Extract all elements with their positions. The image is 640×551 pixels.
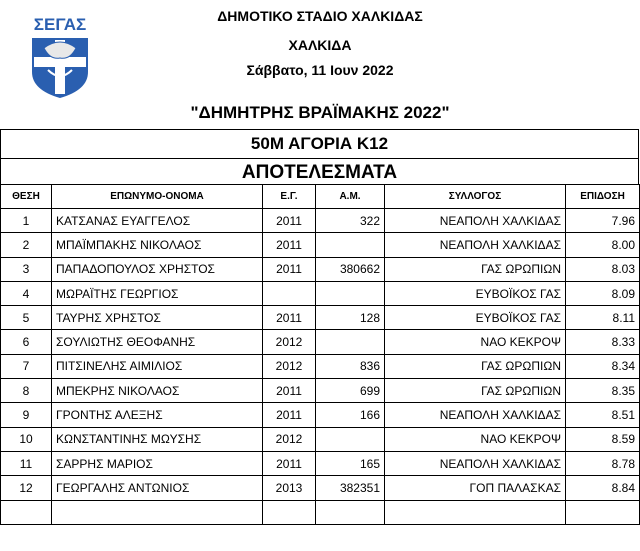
cell-mark: 8.34	[566, 354, 640, 378]
cell-position: 5	[1, 306, 52, 330]
cell-empty	[263, 500, 316, 524]
table-row	[1, 257, 640, 281]
cell-registration-number: 128	[316, 306, 385, 330]
cell-birth-year: 2012	[263, 330, 316, 354]
table-row	[1, 427, 640, 451]
table-row	[1, 476, 640, 500]
col-header-birth-year: Ε.Γ.	[263, 185, 316, 209]
cell-athlete-name: ΣΟΥΛΙΩΤΗΣ ΘΕΟΦΑΝΗΣ	[52, 330, 263, 354]
col-header-name: ΕΠΩΝΥΜΟ-ΟΝΟΜΑ	[52, 185, 263, 209]
cell-registration-number: 166	[316, 403, 385, 427]
cell-club: ΝΕΑΠΟΛΗ ΧΑΛΚΙΔΑΣ	[385, 209, 566, 233]
cell-club: ΝΕΑΠΟΛΗ ΧΑΛΚΙΔΑΣ	[385, 233, 566, 257]
event-title: 50Μ ΑΓΟΡΙΑ Κ12	[0, 129, 639, 159]
document-header	[0, 0, 640, 96]
cell-position: 9	[1, 403, 52, 427]
cell-birth-year: 2011	[263, 257, 316, 281]
cell-mark: 8.59	[566, 427, 640, 451]
cell-position: 3	[1, 257, 52, 281]
cell-position: 7	[1, 354, 52, 378]
results-table	[0, 184, 640, 525]
table-row	[1, 209, 640, 233]
table-row	[1, 281, 640, 305]
cell-position: 11	[1, 451, 52, 475]
cell-athlete-name: ΓΡΟΝΤΗΣ ΑΛΕΞΗΣ	[52, 403, 263, 427]
cell-athlete-name: ΜΩΡΑΪΤΗΣ ΓΕΩΡΓΙΟΣ	[52, 281, 263, 305]
cell-registration-number: 322	[316, 209, 385, 233]
cell-mark: 8.78	[566, 451, 640, 475]
cell-registration-number	[316, 233, 385, 257]
cell-club: ΝΑΟ ΚΕΚΡΟΨ	[385, 427, 566, 451]
cell-registration-number: 382351	[316, 476, 385, 500]
cell-mark: 8.33	[566, 330, 640, 354]
section-title: ΑΠΟΤΕΛΕΣΜΑΤΑ	[0, 158, 639, 185]
cell-position: 12	[1, 476, 52, 500]
cell-registration-number: 836	[316, 354, 385, 378]
cell-empty	[566, 500, 640, 524]
col-header-registration: Α.Μ.	[316, 185, 385, 209]
cell-mark: 7.96	[566, 209, 640, 233]
table-header-row	[1, 185, 640, 209]
cell-empty	[1, 500, 52, 524]
cell-club: ΝΕΑΠΟΛΗ ΧΑΛΚΙΔΑΣ	[385, 451, 566, 475]
cell-empty	[385, 500, 566, 524]
cell-position: 2	[1, 233, 52, 257]
cell-mark: 8.03	[566, 257, 640, 281]
logo-text: ΣΕΓΑΣ	[33, 15, 87, 34]
table-row-empty	[1, 500, 640, 524]
cell-birth-year	[263, 281, 316, 305]
table-row	[1, 233, 640, 257]
cell-club: ΓΑΣ ΩΡΩΠΙΩΝ	[385, 379, 566, 403]
cell-position: 8	[1, 379, 52, 403]
cell-club: ΕΥΒΟΪΚΟΣ ΓΑΣ	[385, 306, 566, 330]
table-row	[1, 330, 640, 354]
cell-empty	[52, 500, 263, 524]
cell-birth-year: 2011	[263, 209, 316, 233]
cell-athlete-name: ΠΑΠΑΔΟΠΟΥΛΟΣ ΧΡΗΣΤΟΣ	[52, 257, 263, 281]
cell-club: ΓΑΣ ΩΡΩΠΙΩΝ	[385, 257, 566, 281]
cell-club: ΓΑΣ ΩΡΩΠΙΩΝ	[385, 354, 566, 378]
cell-position: 6	[1, 330, 52, 354]
cell-club: ΝΑΟ ΚΕΚΡΟΨ	[385, 330, 566, 354]
cell-registration-number	[316, 281, 385, 305]
cell-birth-year: 2011	[263, 403, 316, 427]
cell-registration-number	[316, 427, 385, 451]
cell-registration-number: 380662	[316, 257, 385, 281]
cell-registration-number: 165	[316, 451, 385, 475]
cell-mark: 8.00	[566, 233, 640, 257]
results-body	[1, 209, 640, 501]
cell-birth-year: 2011	[263, 379, 316, 403]
cell-birth-year: 2012	[263, 427, 316, 451]
cell-athlete-name: ΜΠΑΪΜΠΑΚΗΣ ΝΙΚΟΛΑΟΣ	[52, 233, 263, 257]
table-row	[1, 379, 640, 403]
city-name: ΧΑΛΚΙΔΑ	[288, 37, 352, 53]
cell-athlete-name: ΜΠΕΚΡΗΣ ΝΙΚΟΛΑΟΣ	[52, 379, 263, 403]
cell-athlete-name: ΠΙΤΣΙΝΕΛΗΣ ΑΙΜΙΛΙΟΣ	[52, 354, 263, 378]
table-row	[1, 451, 640, 475]
cell-birth-year: 2012	[263, 354, 316, 378]
event-date: Σάββατο, 11 Ιουν 2022	[246, 62, 394, 78]
table-row	[1, 306, 640, 330]
table-row	[1, 403, 640, 427]
cell-position: 4	[1, 281, 52, 305]
cell-mark: 8.09	[566, 281, 640, 305]
cell-mark: 8.11	[566, 306, 640, 330]
cell-athlete-name: ΣΑΡΡΗΣ ΜΑΡΙΟΣ	[52, 451, 263, 475]
cell-athlete-name: ΚΩΝΣΤΑΝΤΙΝΗΣ ΜΩΥΣΗΣ	[52, 427, 263, 451]
cell-mark: 8.84	[566, 476, 640, 500]
cell-athlete-name: ΤΑΥΡΗΣ ΧΡΗΣΤΟΣ	[52, 306, 263, 330]
col-header-mark: ΕΠΙΔΟΣΗ	[566, 185, 640, 209]
stadium-name: ΔΗΜΟΤΙΚΟ ΣΤΑΔΙΟ ΧΑΛΚΙΔΑΣ	[217, 8, 423, 24]
cell-empty	[316, 500, 385, 524]
cell-birth-year: 2011	[263, 451, 316, 475]
cell-mark: 8.51	[566, 403, 640, 427]
cell-club: ΝΕΑΠΟΛΗ ΧΑΛΚΙΔΑΣ	[385, 403, 566, 427]
cell-birth-year: 2011	[263, 306, 316, 330]
cell-registration-number: 699	[316, 379, 385, 403]
col-header-club: ΣΥΛΛΟΓΟΣ	[385, 185, 566, 209]
cell-athlete-name: ΚΑΤΣΑΝΑΣ ΕΥΑΓΓΕΛΟΣ	[52, 209, 263, 233]
cell-mark: 8.35	[566, 379, 640, 403]
table-row	[1, 354, 640, 378]
cell-club: ΓΟΠ ΠΑΛΑΣΚΑΣ	[385, 476, 566, 500]
cell-position: 1	[1, 209, 52, 233]
cell-birth-year: 2013	[263, 476, 316, 500]
cell-athlete-name: ΓΕΩΡΓΑΛΗΣ ΑΝΤΩΝΙΟΣ	[52, 476, 263, 500]
meeting-title: "ΔΗΜΗΤΡΗΣ ΒΡΑΪΜΑΚΗΣ 2022"	[190, 103, 450, 122]
cell-position: 10	[1, 427, 52, 451]
cell-registration-number	[316, 330, 385, 354]
cell-birth-year: 2011	[263, 233, 316, 257]
col-header-position: ΘΕΣΗ	[1, 185, 52, 209]
cell-club: ΕΥΒΟΪΚΟΣ ΓΑΣ	[385, 281, 566, 305]
